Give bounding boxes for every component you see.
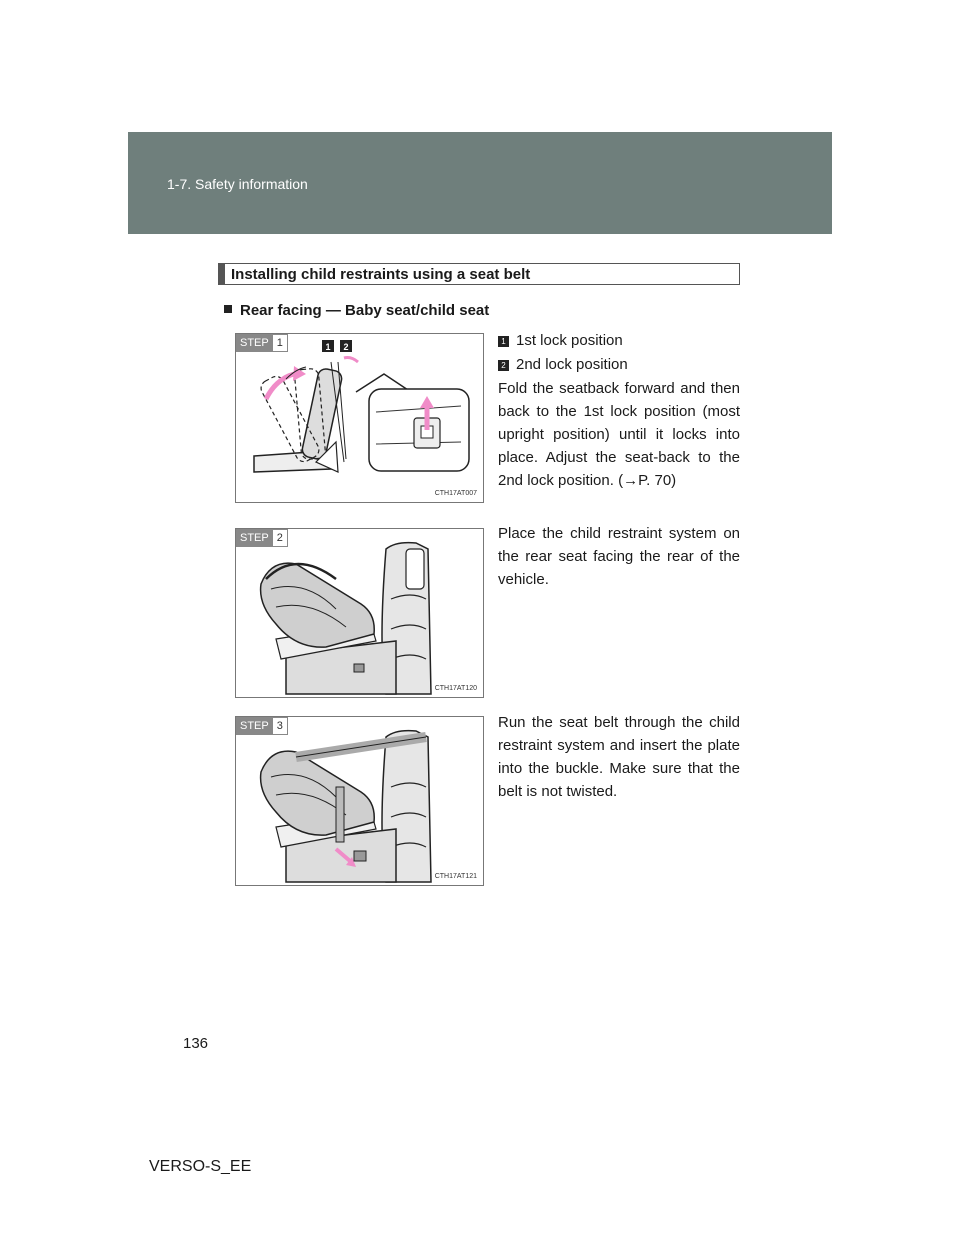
svg-text:2: 2 [343,342,349,352]
step-number: 1 [273,334,288,352]
square-bullet-icon [224,305,232,313]
legend-label: 1st lock position [516,332,623,349]
step-2-badge [236,529,288,547]
page-number: 136 [183,1035,209,1052]
step-1-figure [235,333,484,503]
step-1-text: Fold the seatback forward and then back to the 1st lock position (most upright position) until it locks into place. Adjust the seat-back to the 2nd lock position. (→P. 70) [498,380,740,489]
step-label: STEP [236,334,273,352]
key-1-icon: 1 [498,336,509,347]
step-label: STEP [236,717,273,735]
figure-code: CTH17AT121 [434,873,477,880]
step-number: 3 [273,717,288,735]
section-title: Installing child restraints using a seat belt [231,266,531,283]
svg-text:1: 1 [325,342,331,352]
subheading [224,302,489,319]
step-label: STEP [236,529,273,547]
legend-item-2 [498,353,628,376]
seat-belt-routing-illustration [236,717,484,886]
section-bar-accent [219,264,225,284]
legend-label: 2nd lock position [516,356,628,373]
step-2-text: Place the child restraint system on the rear seat facing the rear of the vehicle. [498,525,740,588]
section-title-bar [218,263,740,285]
legend-item-1 [498,329,623,352]
step-number: 2 [273,529,288,547]
figure-code: CTH17AT120 [434,685,477,692]
step-3-text: Run the seat belt through the child restraint system and insert the plate into the buckle. Make sure that the belt is not twisted. [498,714,740,800]
step-1-badge [236,334,288,352]
seatback-fold-illustration [236,334,484,503]
document-code: VERSO-S_EE [149,1158,252,1175]
step-2-figure [235,528,484,698]
subheading-text: Rear facing — Baby seat/child seat [240,302,490,319]
chapter-title: 1-7. Safety information [167,176,308,192]
figure-code: CTH17AT007 [434,490,477,497]
child-seat-placement-illustration [236,529,484,698]
step-3-badge [236,717,288,735]
step-3-figure [235,716,484,886]
key-2-icon: 2 [498,360,509,371]
